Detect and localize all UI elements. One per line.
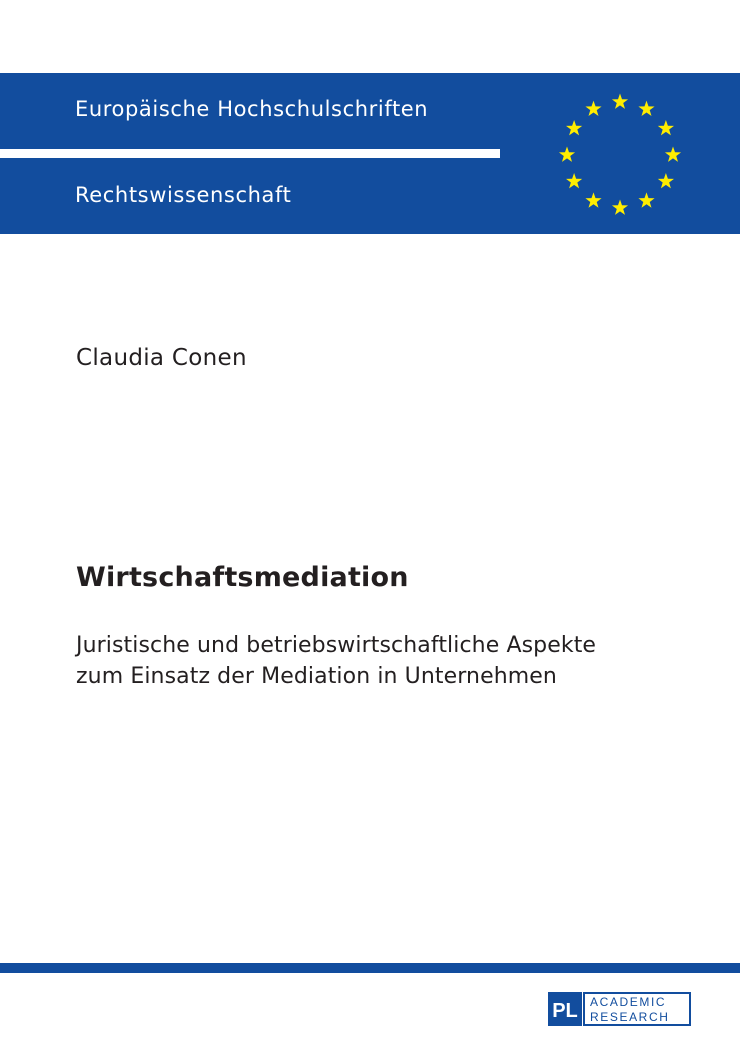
publisher-logo-line-2: RESEARCH — [590, 1010, 670, 1024]
star-icon — [585, 192, 601, 207]
star-icon — [658, 173, 674, 188]
star-icon — [665, 147, 681, 162]
series-title: Europäische Hochschulschriften — [75, 97, 429, 121]
book-title: Wirtschaftsmediation — [76, 562, 409, 593]
publisher-logo — [548, 992, 691, 1026]
bottom-band — [0, 963, 740, 973]
star-icon — [612, 200, 628, 215]
series-subtitle: Rechtswissenschaft — [75, 183, 292, 207]
star-icon — [638, 101, 654, 116]
star-icon — [566, 173, 582, 188]
star-icon — [612, 94, 628, 109]
eu-stars-icon — [555, 90, 685, 220]
publisher-logo-line-1: ACADEMIC — [590, 995, 667, 1009]
author-name: Claudia Conen — [76, 345, 247, 371]
banner-divider — [0, 149, 500, 158]
star-icon — [638, 192, 654, 207]
publisher-logo-mark: PL — [552, 1000, 578, 1022]
star-icon — [559, 147, 575, 162]
star-icon — [566, 120, 582, 135]
book-subtitle-line-1: Juristische und betriebswirtschaftliche Aspekte — [76, 633, 597, 658]
star-icon — [585, 101, 601, 116]
star-icon — [658, 120, 674, 135]
book-subtitle-line-2: zum Einsatz der Mediation in Unternehmen — [76, 664, 557, 689]
